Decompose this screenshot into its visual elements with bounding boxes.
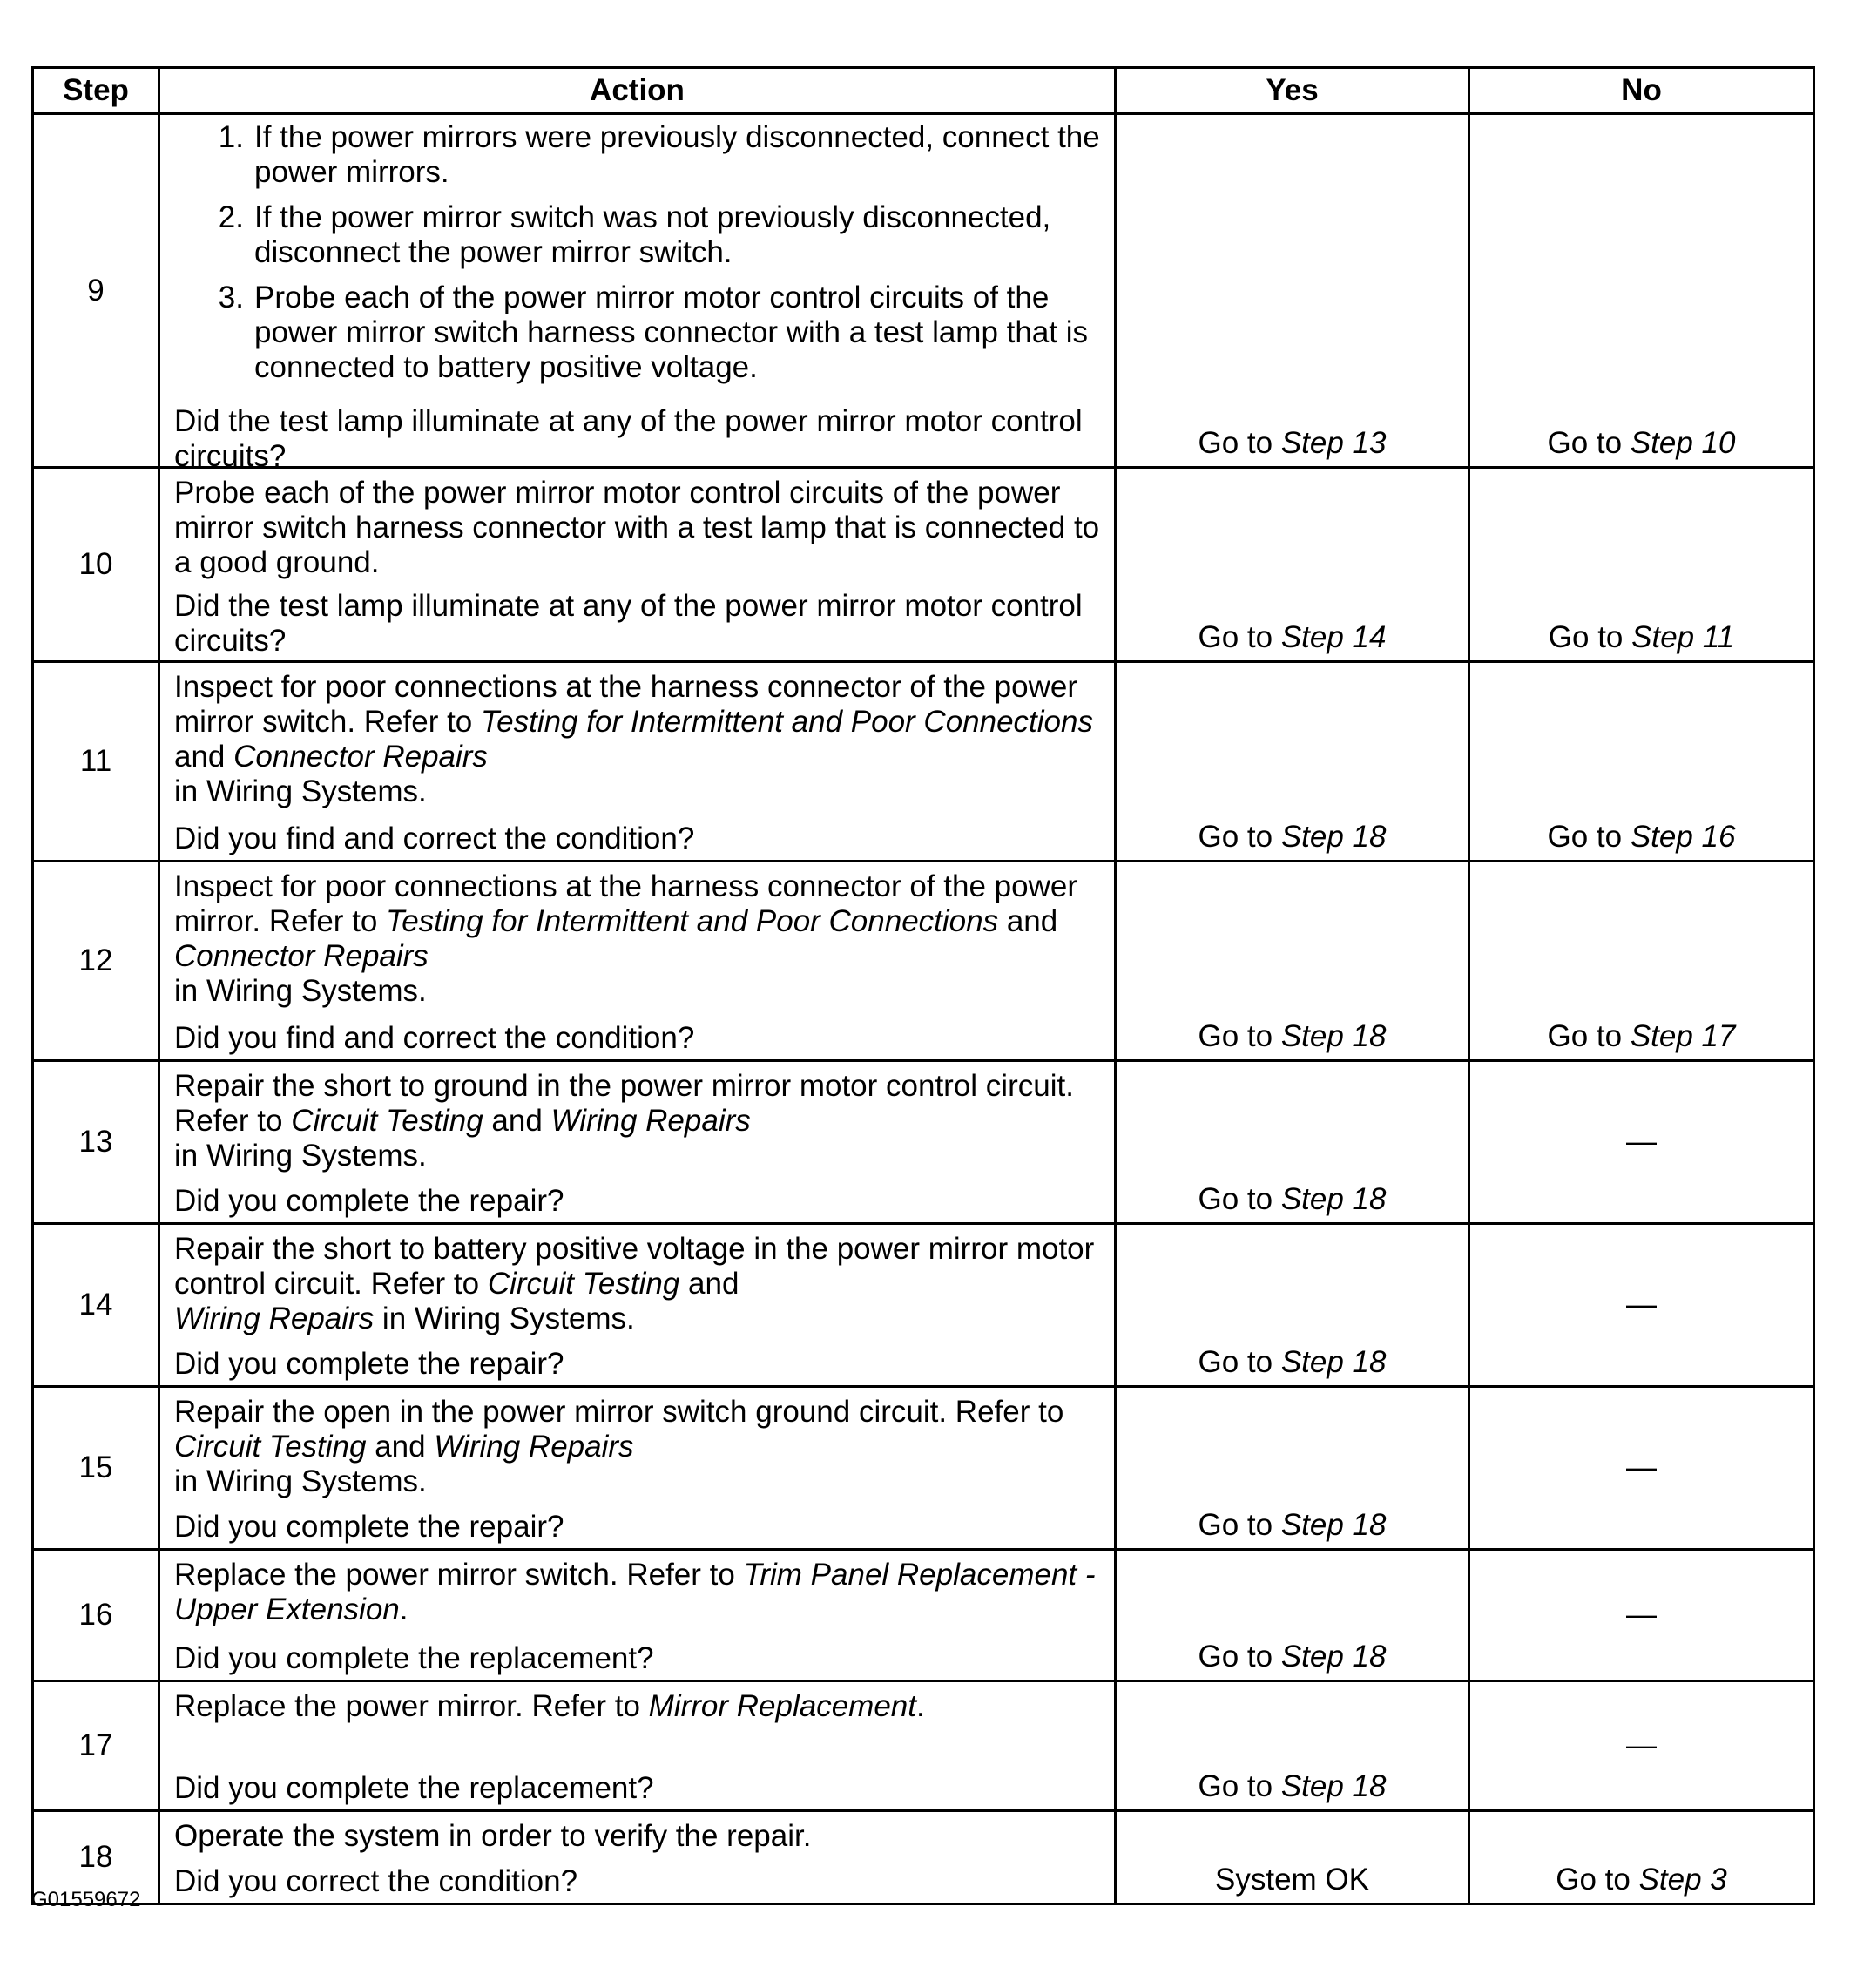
header-action: Action bbox=[159, 68, 1116, 114]
table-row bbox=[33, 1387, 1814, 1550]
action-cell bbox=[159, 662, 1116, 862]
reference-link-text: Trim Panel Replacement - Upper Extension bbox=[174, 1558, 1096, 1626]
goto-prefix: Go to bbox=[1198, 620, 1281, 654]
goto-prefix: Go to bbox=[1547, 426, 1631, 460]
action-instruction bbox=[174, 1812, 1105, 1854]
list-item bbox=[174, 281, 1105, 385]
table-row bbox=[33, 1681, 1814, 1811]
goto-step-reference: Step 18 bbox=[1280, 1508, 1387, 1542]
diagnostic-table bbox=[31, 66, 1815, 1905]
yes-result bbox=[1116, 662, 1469, 862]
instruction-text: in Wiring Systems. bbox=[174, 1464, 427, 1498]
action-cell bbox=[159, 1224, 1116, 1387]
goto-step-reference: Step 13 bbox=[1280, 426, 1387, 460]
reference-link-text: Connector Repairs bbox=[233, 740, 488, 774]
step-number: 13 bbox=[33, 1061, 159, 1224]
reference-link-text: Mirror Replacement bbox=[648, 1689, 916, 1723]
step-number: 11 bbox=[33, 662, 159, 862]
reference-link-text: Testing for Intermittent and Poor Connections bbox=[386, 904, 999, 938]
not-applicable-dash: — bbox=[1626, 1598, 1657, 1632]
instruction-text: Repair the short to ground in the power mirror motor control circuit. Refer to bbox=[174, 1069, 1074, 1138]
list-item bbox=[174, 120, 1105, 190]
table-row bbox=[33, 468, 1814, 662]
yes-result bbox=[1116, 1550, 1469, 1681]
reference-link-text: Circuit Testing bbox=[487, 1267, 680, 1301]
no-result bbox=[1469, 862, 1814, 1061]
action-question: Did you complete the replacement? bbox=[174, 1641, 654, 1675]
instruction-text: and bbox=[998, 904, 1058, 938]
step-number: 10 bbox=[33, 468, 159, 662]
not-applicable-dash: — bbox=[1626, 1125, 1657, 1159]
yes-result bbox=[1116, 1224, 1469, 1387]
table-row bbox=[33, 114, 1814, 468]
reference-link-text: Wiring Repairs bbox=[434, 1430, 634, 1464]
goto-step-reference: Step 18 bbox=[1280, 820, 1387, 854]
not-applicable-dash: — bbox=[1626, 1288, 1657, 1322]
goto-step-reference: Step 16 bbox=[1630, 820, 1736, 854]
action-question: Did you complete the replacement? bbox=[174, 1771, 654, 1805]
yes-result bbox=[1116, 114, 1469, 468]
goto-prefix: Go to bbox=[1198, 820, 1281, 854]
action-instruction bbox=[174, 1388, 1105, 1499]
instruction-text: in Wiring Systems. bbox=[174, 1139, 427, 1173]
yes-result bbox=[1116, 1811, 1469, 1904]
action-cell bbox=[159, 1061, 1116, 1224]
action-question: Did you complete the repair? bbox=[174, 1184, 564, 1218]
list-item-text: If the power mirror switch was not previously disconnected, disconnect the power mirror switch. bbox=[254, 200, 1051, 269]
step-number: 9 bbox=[33, 114, 159, 468]
header-step: Step bbox=[33, 68, 159, 114]
no-result bbox=[1469, 1550, 1814, 1681]
goto-prefix: Go to bbox=[1547, 1019, 1631, 1053]
list-item-number: 1. bbox=[218, 120, 244, 154]
reference-link-text: Wiring Repairs bbox=[550, 1104, 751, 1138]
action-instruction bbox=[174, 862, 1105, 1009]
action-cell bbox=[159, 1387, 1116, 1550]
list-item-text: If the power mirrors were previously disconnected, connect the power mirrors. bbox=[254, 120, 1100, 189]
list-item-number: 3. bbox=[218, 281, 244, 314]
instruction-text: in Wiring Systems. bbox=[374, 1302, 635, 1335]
list-item-text: Probe each of the power mirror motor control circuits of the power mirror switch harness connector with a test lamp that is connected to battery positive voltage. bbox=[254, 281, 1089, 384]
list-item-number: 2. bbox=[218, 200, 244, 234]
goto-step-reference: Step 18 bbox=[1280, 1640, 1387, 1674]
instruction-text: Operate the system in order to verify the repair. bbox=[174, 1819, 812, 1853]
instruction-text: and bbox=[483, 1104, 551, 1138]
action-question: Did the test lamp illuminate at any of the power mirror motor control circuits? bbox=[174, 404, 1083, 473]
step-number: 15 bbox=[33, 1387, 159, 1550]
yes-result bbox=[1116, 862, 1469, 1061]
yes-result bbox=[1116, 1681, 1469, 1811]
action-question: Did you complete the repair? bbox=[174, 1347, 564, 1381]
action-cell bbox=[159, 468, 1116, 662]
goto-prefix: Go to bbox=[1198, 1182, 1281, 1216]
not-applicable-dash: — bbox=[1626, 1450, 1657, 1484]
table-row bbox=[33, 1811, 1814, 1904]
action-instruction bbox=[174, 663, 1105, 809]
goto-step-reference: Step 18 bbox=[1280, 1769, 1387, 1803]
step-number: 12 bbox=[33, 862, 159, 1061]
yes-result bbox=[1116, 1387, 1469, 1550]
action-instruction bbox=[174, 1682, 1105, 1724]
instruction-text: Inspect for poor connections at the harness connector of the power mirror switch. Refer to bbox=[174, 670, 1078, 739]
reference-link-text: Circuit Testing bbox=[291, 1104, 483, 1138]
action-cell bbox=[159, 862, 1116, 1061]
table-row bbox=[33, 662, 1814, 862]
table-row bbox=[33, 1550, 1814, 1681]
instruction-text: Repair the open in the power mirror switch ground circuit. Refer to bbox=[174, 1395, 1064, 1429]
yes-result bbox=[1116, 468, 1469, 662]
goto-prefix: Go to bbox=[1548, 620, 1632, 654]
action-instruction bbox=[174, 1551, 1105, 1627]
goto-prefix: Go to bbox=[1198, 1019, 1281, 1053]
action-instruction bbox=[174, 1062, 1105, 1173]
action-cell bbox=[159, 1811, 1116, 1904]
yes-result bbox=[1116, 1061, 1469, 1224]
instruction-text: and bbox=[366, 1430, 435, 1464]
table-body bbox=[33, 114, 1814, 1904]
header-yes: Yes bbox=[1116, 68, 1469, 114]
instruction-text: . bbox=[915, 1689, 925, 1723]
goto-step-reference: Step 14 bbox=[1280, 620, 1387, 654]
list-item bbox=[174, 200, 1105, 270]
action-question: Did the test lamp illuminate at any of the power mirror motor control circuits? bbox=[174, 589, 1083, 658]
action-cell bbox=[159, 1550, 1116, 1681]
reference-link-text: Testing for Intermittent and Poor Connections bbox=[481, 705, 1093, 739]
instruction-text: and bbox=[679, 1267, 739, 1301]
goto-step-reference: Step 3 bbox=[1638, 1863, 1727, 1897]
no-result bbox=[1469, 1811, 1814, 1904]
reference-link-text: Connector Repairs bbox=[174, 939, 429, 973]
step-number: 14 bbox=[33, 1224, 159, 1387]
goto-prefix: Go to bbox=[1198, 1769, 1281, 1803]
action-cell bbox=[159, 114, 1116, 473]
step-number: 18 bbox=[33, 1811, 159, 1904]
goto-step-reference: Step 18 bbox=[1280, 1019, 1387, 1053]
action-question: Did you correct the condition? bbox=[174, 1864, 578, 1898]
goto-prefix: Go to bbox=[1198, 1640, 1281, 1674]
goto-prefix: Go to bbox=[1198, 426, 1281, 460]
goto-step-reference: Step 17 bbox=[1630, 1019, 1736, 1053]
instruction-text: . bbox=[399, 1592, 408, 1626]
no-result bbox=[1469, 468, 1814, 662]
goto-prefix: Go to bbox=[1547, 820, 1631, 854]
goto-prefix: Go to bbox=[1556, 1863, 1639, 1897]
instruction-text: Probe each of the power mirror motor control circuits of the power mirror switch harness connector with a test lamp that is connected to a good ground. bbox=[174, 476, 1100, 579]
table-row bbox=[33, 1061, 1814, 1224]
instruction-text: Replace the power mirror. Refer to bbox=[174, 1689, 649, 1723]
action-question: Did you find and correct the condition? bbox=[174, 1021, 695, 1055]
action-instruction bbox=[174, 1225, 1105, 1336]
goto-step-reference: Step 18 bbox=[1280, 1182, 1387, 1216]
reference-link-text: Circuit Testing bbox=[174, 1430, 367, 1464]
action-question: Did you find and correct the condition? bbox=[174, 822, 695, 855]
action-instruction bbox=[174, 469, 1105, 580]
action-steps-list bbox=[174, 115, 1105, 385]
header-no: No bbox=[1469, 68, 1814, 114]
step-number: 16 bbox=[33, 1550, 159, 1681]
no-result bbox=[1469, 114, 1814, 468]
reference-link-text: Wiring Repairs bbox=[174, 1302, 375, 1335]
instruction-text: in Wiring Systems. bbox=[174, 774, 427, 808]
no-result bbox=[1469, 1061, 1814, 1224]
goto-prefix: Go to bbox=[1198, 1345, 1281, 1379]
instruction-text: Inspect for poor connections at the harness connector of the power mirror. Refer to bbox=[174, 869, 1078, 938]
action-question: Did you complete the repair? bbox=[174, 1510, 564, 1544]
goto-prefix: Go to bbox=[1198, 1508, 1281, 1542]
result-text: System OK bbox=[1215, 1863, 1369, 1897]
no-result bbox=[1469, 1681, 1814, 1811]
action-cell bbox=[159, 1681, 1116, 1811]
goto-step-reference: Step 11 bbox=[1631, 620, 1735, 654]
no-result bbox=[1469, 1387, 1814, 1550]
table-row bbox=[33, 862, 1814, 1061]
instruction-text: Replace the power mirror switch. Refer to bbox=[174, 1558, 744, 1592]
figure-id: G01559672 bbox=[31, 1888, 141, 1911]
goto-step-reference: Step 10 bbox=[1630, 426, 1736, 460]
instruction-text: Repair the short to battery positive voltage in the power mirror motor control circuit. Refer to bbox=[174, 1232, 1095, 1301]
header-row bbox=[33, 68, 1814, 114]
no-result bbox=[1469, 662, 1814, 862]
not-applicable-dash: — bbox=[1626, 1728, 1657, 1762]
no-result bbox=[1469, 1224, 1814, 1387]
instruction-text: and bbox=[174, 740, 234, 774]
table-row bbox=[33, 1224, 1814, 1387]
instruction-text: in Wiring Systems. bbox=[174, 974, 427, 1008]
goto-step-reference: Step 18 bbox=[1280, 1345, 1387, 1379]
step-number: 17 bbox=[33, 1681, 159, 1811]
